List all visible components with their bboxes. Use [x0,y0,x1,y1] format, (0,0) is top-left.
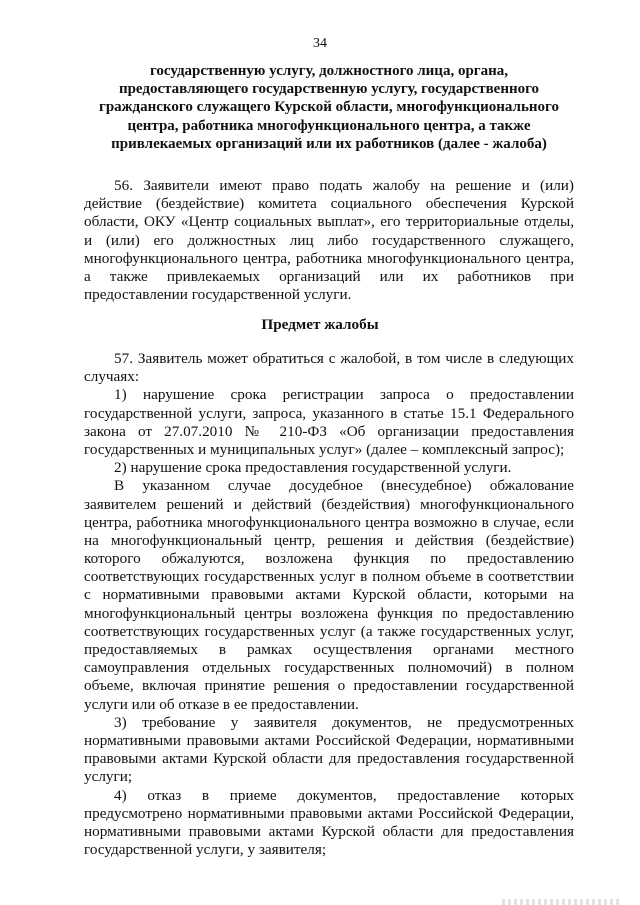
text-line: с нормативными правовыми актами Курской области, которыми на [84,586,574,604]
text-line: многофункциональный центры возложена функция по предоставлению [84,604,574,622]
text-line: и (или) его должностных лиц либо государственного служащего, [84,231,574,249]
text-line: 1) нарушение срока регистрации запроса о предоставлении [114,386,574,404]
text-line: государственной услуги, у заявителя; [84,841,327,859]
heading-line: центра, работника многофункционального центра, а также [127,117,531,134]
text-line: нормативными правовыми актами Курской области для предоставления [84,822,574,840]
text-line: государственной услуги, запроса, указанного в статье 15.1 Федерального [84,404,574,422]
text-line: многофункционального центра, работника многофункционального центра, [84,249,574,267]
text-line: объеме, включая принятие решения о предоставлении государственной [84,677,574,695]
text-line: правовыми актами Курской области для предоставления государственной [84,750,574,768]
text-line: случаях: [84,368,140,386]
page-number: 34 [313,36,327,51]
text-line: а также привлекаемых организаций или их работников при [84,267,574,285]
text-line: нормативными правовыми актами Российской Федерации, нормативными [84,731,574,749]
text-line: которого обжалуются, возложена функция по предоставлению [84,550,574,568]
text-line: предусмотрено нормативными правовыми актами Российской Федерации, [84,804,574,822]
scan-edge-mark [502,899,622,905]
heading-line: предоставляющего государственную услугу, государственного [118,81,540,98]
text-line: услуги; [84,768,133,786]
text-line: центра, работника многофункционального центра возможно в случае, если [84,513,574,531]
text-line: закона от 27.07.2010 № 210-ФЗ «Об организации предоставления [84,422,574,440]
text-line: 56. Заявители имеют право подать жалобу на решение и (или) [114,177,574,194]
text-line: области, ОКУ «Центр социальных выплат», его территориальные отделы, [84,213,574,231]
text-line: предоставляемых в рамках осуществления органами местного [84,641,574,658]
text-line: заявителем решений и действий (бездействия) многофункционального [84,495,574,513]
text-line: действие (бездействие) комитета социального обеспечения Курской [84,195,574,213]
text-line: государственных и муниципальных услуг» (далее – комплексный запрос); [84,440,565,458]
heading-line: государственную услугу, должностного лица, органа, [149,63,508,79]
heading-line: привлекаемых организаций или их работников (далее - жалоба) [111,135,547,152]
text-line: 4) отказ в приеме документов, предоставление которых [114,786,574,804]
text-line: 2) нарушение срока предоставления государственной услуги. [114,459,512,477]
text-line: 57. Заявитель может обратиться с жалобой, в том числе в следующих [114,350,574,367]
text-line: В указанном случае досудебное (внесудебное) обжалование [114,477,574,495]
heading-line: гражданского служащего Курской области, многофункционального [99,99,559,116]
heading-continuation [84,62,574,153]
text-line: самоуправления отдельных государственных полномочий) в полном [84,659,574,677]
text-line: 3) требование у заявителя документов, не предусмотренных [114,713,574,731]
section-title: Предмет жалобы [261,316,379,333]
text-line: предоставлении государственной услуги. [84,286,352,304]
text-line: услуги или об отказе в ее предоставлении. [84,695,359,713]
text-line: соответствующих государственных услуг в полном объеме в соответствии [84,568,574,586]
paragraph-57 [84,350,574,859]
text-line: соответствующих государственных услуг (а также государственных услуг, [84,622,574,640]
text-line: на многофункциональный центр, решения и действия (бездействие) [84,531,574,549]
paragraph-56 [84,177,574,304]
